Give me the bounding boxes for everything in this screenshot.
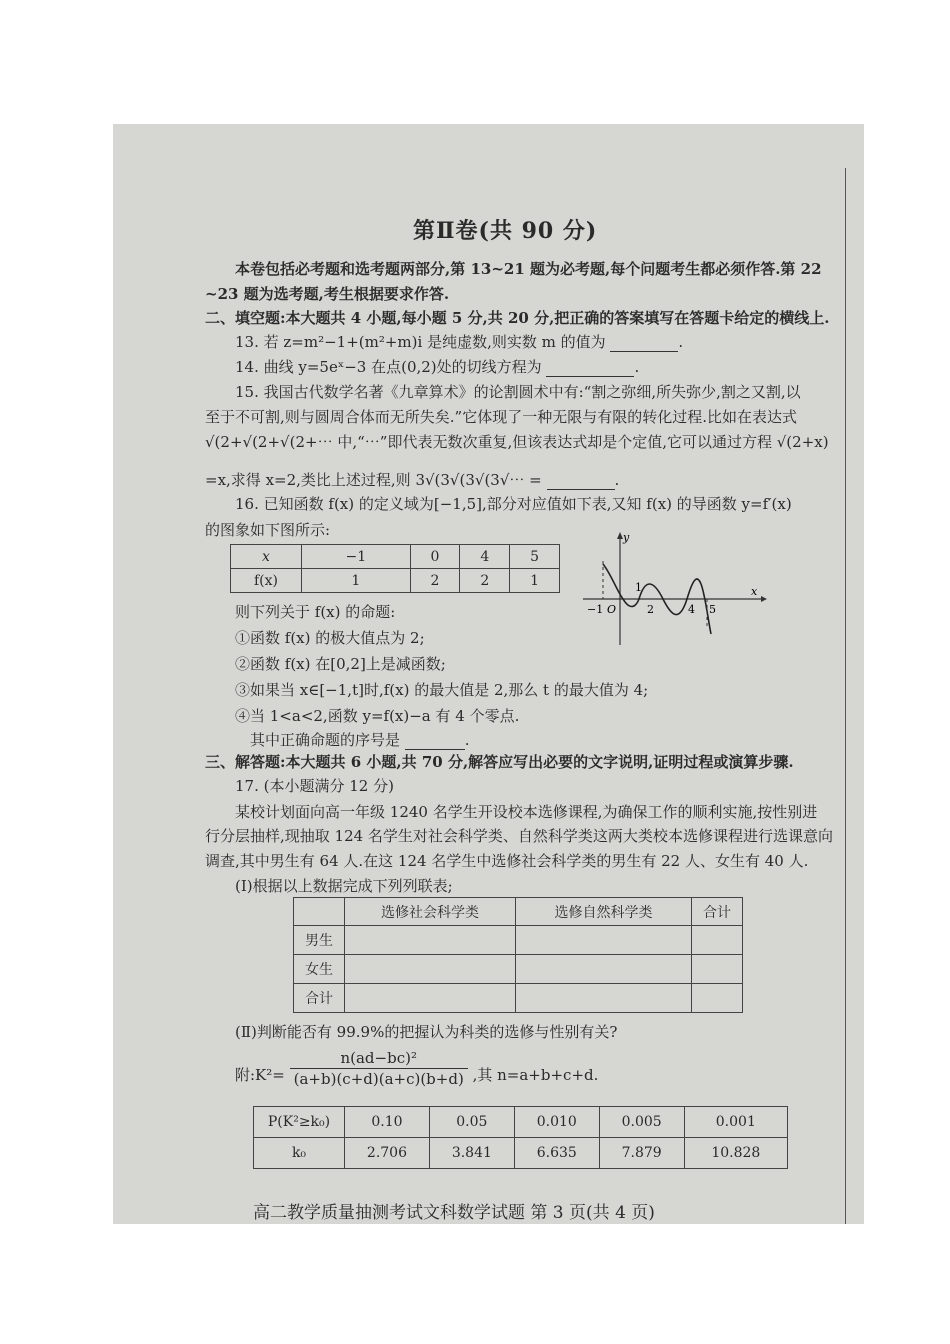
table-cell: x bbox=[231, 545, 302, 569]
table-cell: 7.879 bbox=[599, 1138, 684, 1169]
part-2-prompt: (Ⅱ)判断能否有 99.9%的把握认为科类的选修与性别有关? bbox=[235, 1023, 618, 1041]
question-15-line-2: 至于不可割,则与圆周合体而无所失矣.”它体现了一种无限与有限的转化过程.比如在表达式 bbox=[205, 408, 797, 426]
table-cell: 3.841 bbox=[429, 1138, 514, 1169]
table-cell: 2 bbox=[460, 569, 510, 593]
table-cell: P(K²≥k₀) bbox=[254, 1107, 345, 1138]
question-15-line-4: =x,求得 x=2,类比上述过程,则 3√(3√(3√(3√⋯ = . bbox=[205, 471, 620, 489]
fill-section-heading: 二、填空题:本大题共 4 小题,每小题 5 分,共 20 分,把正确的答案填写在答题卡给定的横线上. bbox=[205, 309, 830, 327]
table-row bbox=[254, 1138, 788, 1169]
table-cell: 女生 bbox=[294, 955, 345, 984]
table-row bbox=[294, 984, 743, 1013]
function-value-table bbox=[230, 544, 560, 593]
question-15-line-4-text: =x,求得 x=2,类比上述过程,则 3√(3√(3√(3√⋯ = bbox=[205, 471, 542, 489]
intro-line-1: 本卷包括必考题和选考题两部分,第 13~21 题为必考题,每个问题考生都必须作答.第 22 bbox=[235, 260, 822, 278]
table-row-fx bbox=[231, 569, 560, 593]
contingency-table bbox=[293, 897, 743, 1013]
proposition-4: ④当 1<a<2,函数 y=f(x)−a 有 4 个零点. bbox=[235, 707, 520, 725]
question-15-line-3: √(2+√(2+√(2+⋯ 中,“⋯”即代表无数次重复,但该表达式却是个定值,它可以通过方程 √(2+x) bbox=[205, 433, 829, 451]
tick-label-4: 4 bbox=[688, 603, 695, 616]
question-16-ask: 其中正确命题的序号是 . bbox=[250, 731, 470, 749]
table-cell: 0.05 bbox=[429, 1107, 514, 1138]
table-cell: 1 bbox=[302, 569, 411, 593]
answer-blank-15 bbox=[547, 475, 615, 490]
table-cell: k₀ bbox=[254, 1138, 345, 1169]
question-15-line-1: 15. 我国古代数学名著《九章算术》的论割圆术中有:“割之弥细,所失弥少,割之又割,以 bbox=[235, 383, 801, 401]
table-cell: 0.010 bbox=[514, 1107, 599, 1138]
x-label: x bbox=[751, 585, 758, 598]
solve-section-heading: 三、解答题:本大题共 6 小题,共 70 分,解答应写出必要的文字说明,证明过程或演算步骤. bbox=[205, 753, 794, 771]
question-17-line-3: 调查,其中男生有 64 人.在这 124 名学生中选修社会科学类的男生有 22 人、女生有 40 人. bbox=[205, 852, 809, 870]
page-edge-line bbox=[845, 168, 846, 1224]
formula-numerator: n(ad−bc)² bbox=[290, 1048, 468, 1069]
y-label: y bbox=[623, 531, 630, 544]
formula-fraction bbox=[290, 1048, 468, 1089]
table-cell: 合计 bbox=[294, 984, 345, 1013]
question-16-line-2: 的图象如下图所示: bbox=[205, 521, 331, 539]
answer-blank-14 bbox=[546, 362, 634, 377]
question-17-line-1: 某校计划面向高一年级 1240 名学生开设校本选修课程,为确保工作的顺利实施,按性别进 bbox=[235, 803, 818, 821]
question-13-text: 13. 若 z=m²−1+(m²+m)i 是纯虚数,则实数 m 的值为 bbox=[235, 333, 606, 351]
proposition-3: ③如果当 x∈[−1,t]时,f(x) 的最大值是 2,那么 t 的最大值为 4; bbox=[235, 681, 649, 699]
answer-blank-16 bbox=[405, 735, 465, 750]
table-cell: 2 bbox=[410, 569, 460, 593]
table-cell: −1 bbox=[302, 545, 411, 569]
table-cell: 0 bbox=[410, 545, 460, 569]
part-1-prompt: (Ⅰ)根据以上数据完成下列列联表; bbox=[235, 877, 453, 895]
formula-prefix: 附:K²= bbox=[235, 1065, 285, 1084]
derivative-graph bbox=[583, 529, 768, 647]
table-cell: 1 bbox=[510, 569, 560, 593]
table-cell: 0.10 bbox=[345, 1107, 430, 1138]
formula-denominator: (a+b)(c+d)(a+c)(b+d) bbox=[293, 1070, 464, 1088]
question-16-prompt: 则下列关于 f(x) 的命题: bbox=[235, 603, 396, 621]
table-cell bbox=[294, 898, 345, 926]
formula-suffix: ,其 n=a+b+c+d. bbox=[472, 1065, 599, 1084]
answer-blank-13 bbox=[610, 337, 678, 352]
section-title: 第Ⅱ卷(共 90 分) bbox=[413, 218, 598, 244]
table-cell: 2.706 bbox=[345, 1138, 430, 1169]
exam-page bbox=[113, 124, 864, 1224]
critical-value-table bbox=[253, 1106, 788, 1169]
tick-label-1: 1 bbox=[635, 581, 642, 594]
table-row bbox=[294, 926, 743, 955]
origin-label: O bbox=[607, 603, 617, 616]
question-16-line-1: 16. 已知函数 f(x) 的定义域为[−1,5],部分对应值如下表,又知 f(x) 的导函数 y=f′(x) bbox=[235, 495, 792, 513]
tick-label-5: 5 bbox=[709, 603, 716, 616]
formula bbox=[235, 1048, 598, 1096]
tick-label-neg1: −1 bbox=[587, 603, 604, 616]
table-row bbox=[294, 898, 743, 926]
question-14: 14. 曲线 y=5eˣ−3 在点(0,2)处的切线方程为 . bbox=[235, 358, 640, 376]
table-cell: 合计 bbox=[692, 898, 743, 926]
table-cell: 选修社会科学类 bbox=[345, 898, 516, 926]
table-cell: 0.001 bbox=[684, 1107, 787, 1138]
table-row bbox=[294, 955, 743, 984]
proposition-2: ②函数 f(x) 在[0,2]上是减函数; bbox=[235, 655, 446, 673]
table-cell: f(x) bbox=[231, 569, 302, 593]
question-17-title: 17. (本小题满分 12 分) bbox=[235, 777, 394, 795]
question-13: 13. 若 z=m²−1+(m²+m)i 是纯虚数,则实数 m 的值为 . bbox=[235, 333, 684, 351]
question-16-ask-text: 其中正确命题的序号是 bbox=[250, 731, 401, 749]
table-cell: 男生 bbox=[294, 926, 345, 955]
table-row-x bbox=[231, 545, 560, 569]
table-cell: 10.828 bbox=[684, 1138, 787, 1169]
table-cell: 0.005 bbox=[599, 1107, 684, 1138]
intro-line-2: ~23 题为选考题,考生根据要求作答. bbox=[205, 285, 450, 303]
table-row bbox=[254, 1107, 788, 1138]
table-cell: 4 bbox=[460, 545, 510, 569]
x-axis-arrow bbox=[761, 596, 767, 602]
table-cell: 5 bbox=[510, 545, 560, 569]
table-cell: 6.635 bbox=[514, 1138, 599, 1169]
question-17-line-2: 行分层抽样,现抽取 124 名学生对社会科学类、自然科学类这两大类校本选修课程进行选课意向 bbox=[205, 827, 833, 845]
table-cell: 选修自然科学类 bbox=[516, 898, 692, 926]
page-footer: 高二教学质量抽测考试文科数学试题 第 3 页(共 4 页) bbox=[253, 1203, 655, 1223]
proposition-1: ①函数 f(x) 的极大值点为 2; bbox=[235, 629, 425, 647]
tick-label-2: 2 bbox=[647, 603, 654, 616]
question-14-text: 14. 曲线 y=5eˣ−3 在点(0,2)处的切线方程为 bbox=[235, 358, 542, 376]
